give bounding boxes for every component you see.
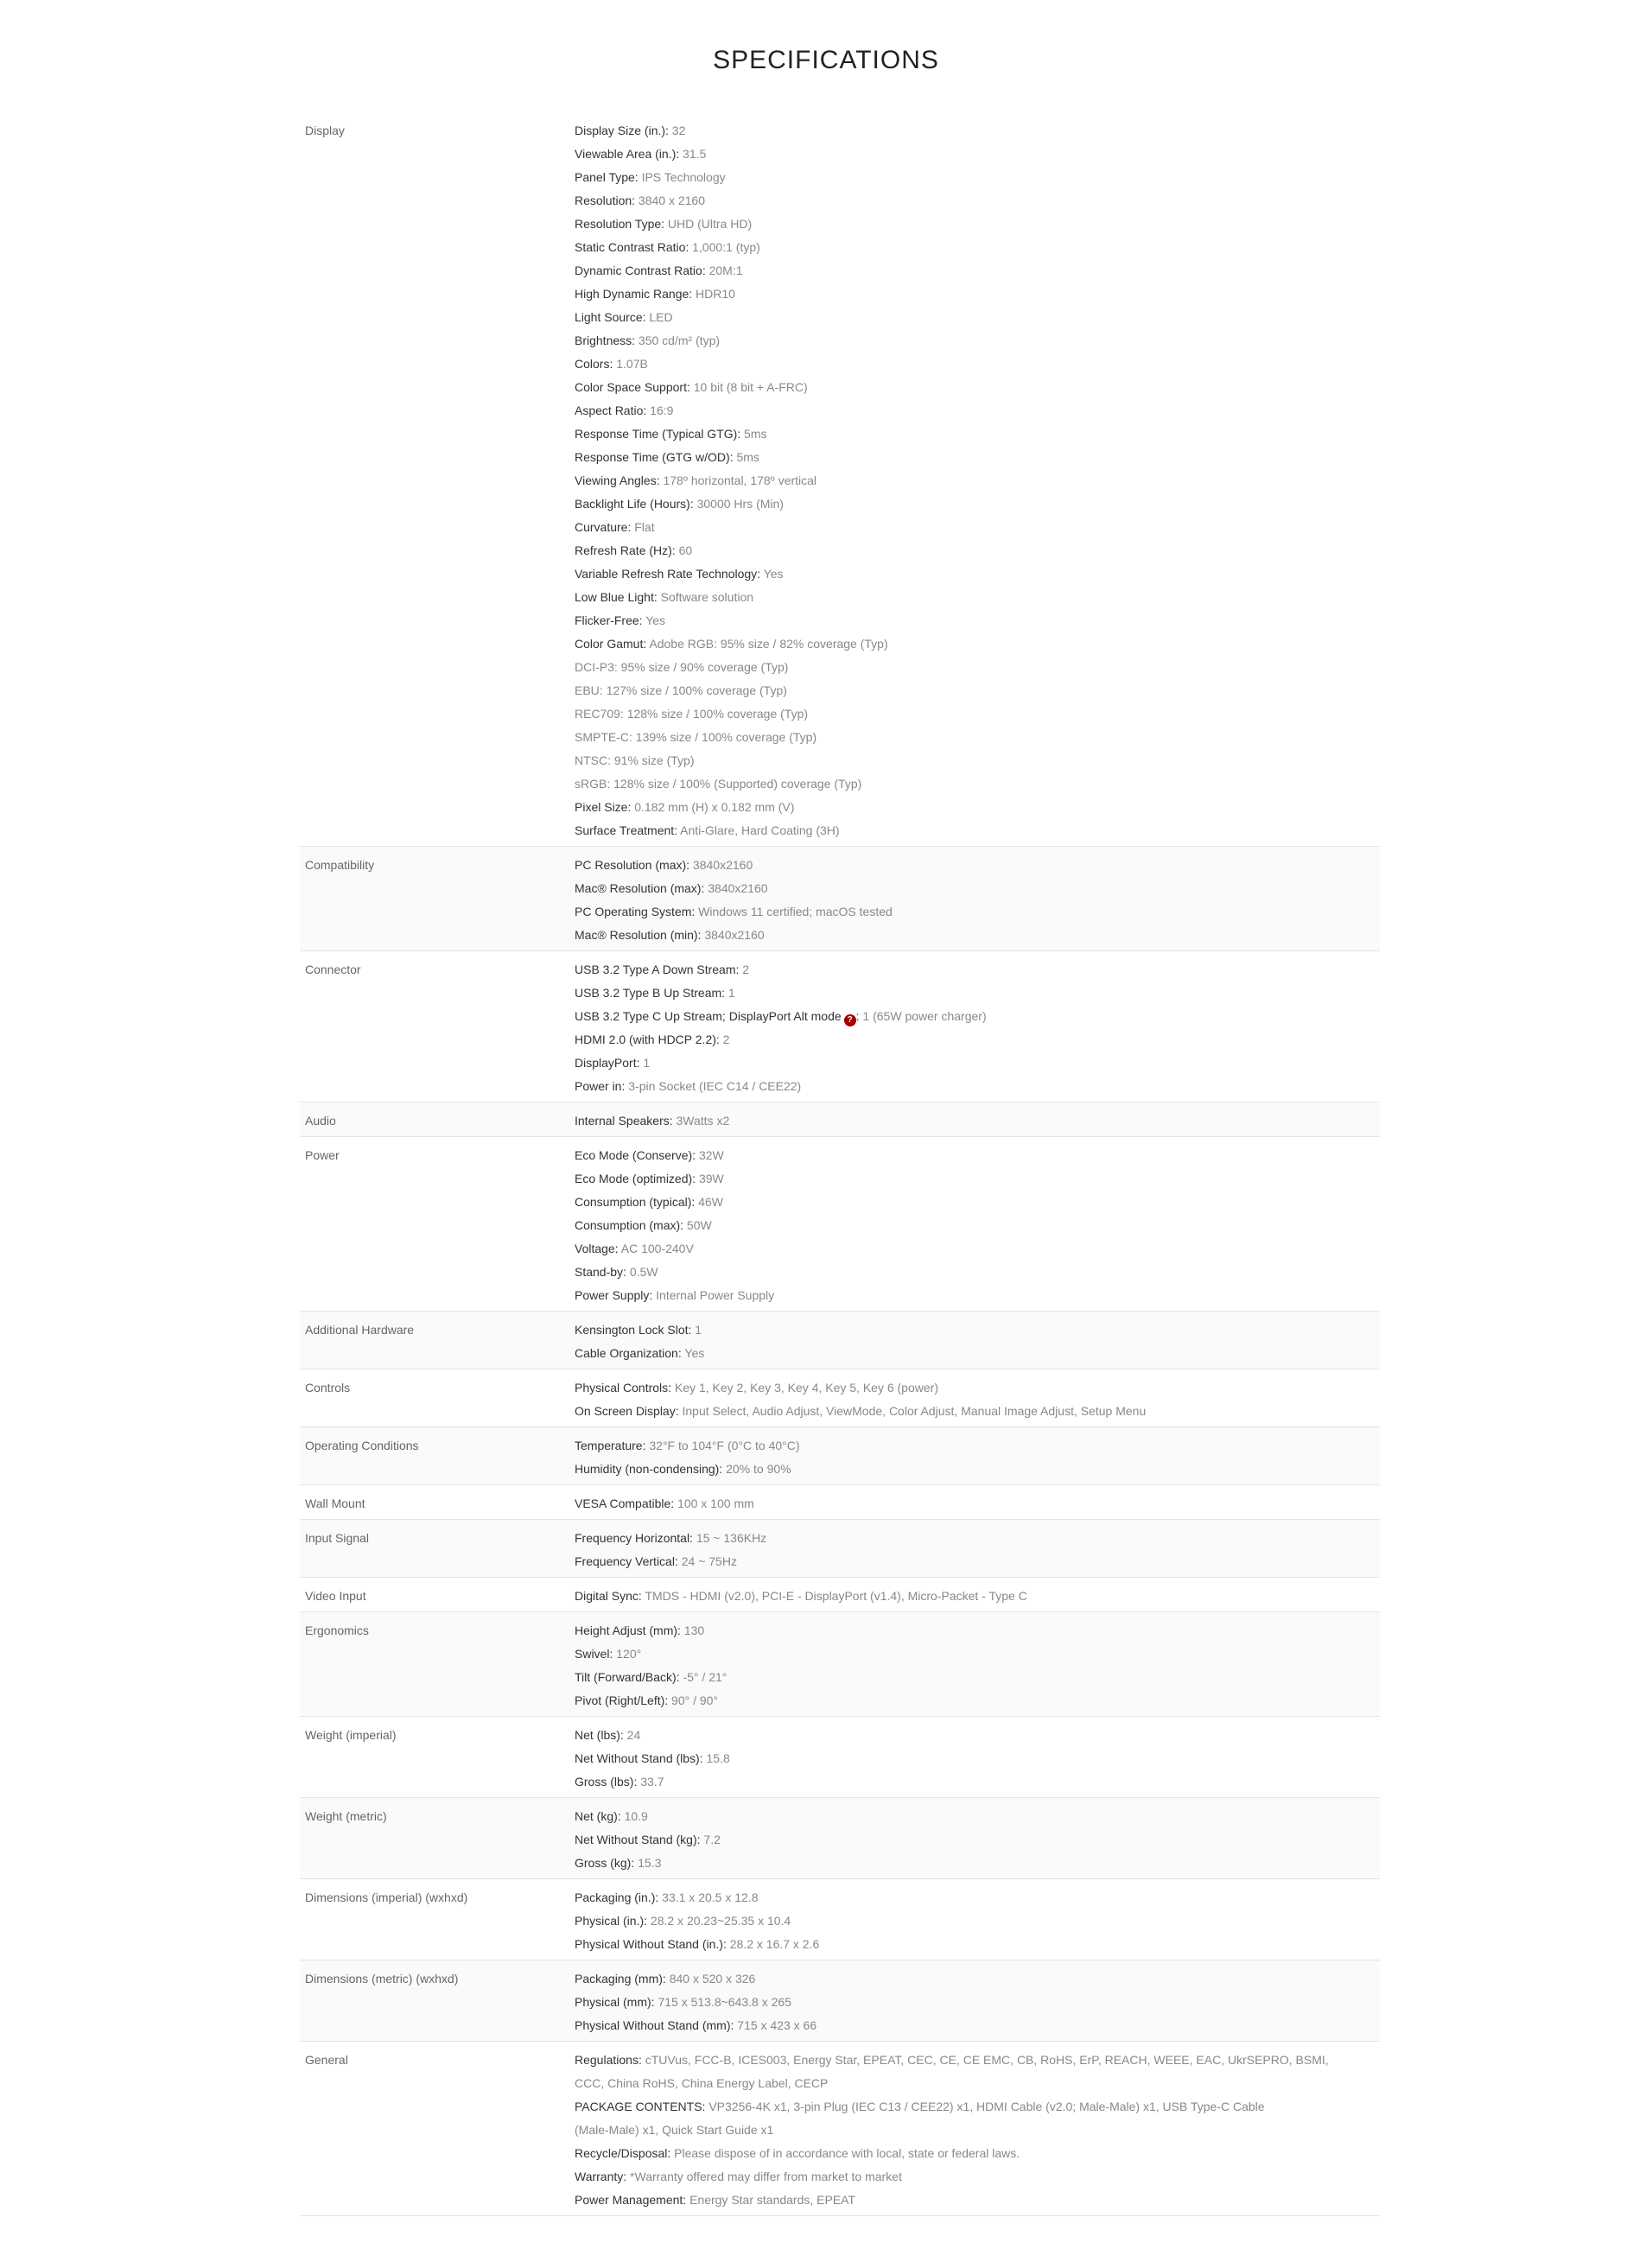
spec-category-label: Weight (imperial) (305, 1728, 397, 1742)
spec-value: 33.1 x 20.5 x 12.8 (658, 1890, 759, 1904)
spec-category-label: Display (305, 124, 345, 137)
spec-value: Please dispose of in accordance with local, state or federal laws. (670, 2146, 1020, 2160)
spec-label: Refresh Rate (Hz): (575, 543, 676, 557)
spec-category-label: General (305, 2053, 348, 2067)
spec-label: Regulations: (575, 2053, 642, 2067)
spec-value: 30000 Hrs (Min) (693, 497, 784, 511)
spec-value: 5ms (733, 450, 759, 464)
spec-label: PC Resolution (max): (575, 858, 690, 872)
spec-category-label: Dimensions (imperial) (wxhxd) (305, 1890, 468, 1904)
spec-label: On Screen Display: (575, 1404, 679, 1418)
spec-value: 39W (696, 1172, 724, 1185)
spec-value: LED (645, 310, 673, 324)
spec-category-label: Operating Conditions (305, 1439, 419, 1452)
spec-value: 1.07B (613, 357, 648, 371)
spec-label: Backlight Life (Hours): (575, 497, 694, 511)
spec-label: Aspect Ratio: (575, 403, 647, 417)
spec-line (575, 586, 1380, 609)
spec-value: 840 x 520 x 326 (665, 1972, 756, 1986)
spec-line (575, 2119, 1380, 2142)
spec-line (575, 1805, 1380, 1828)
spec-label: Packaging (mm): (575, 1972, 666, 1986)
spec-line (575, 2072, 1380, 2095)
spec-value: 715 x 513.8~643.8 x 265 (654, 1995, 791, 2009)
spec-line (575, 702, 1380, 726)
spec-value: DCI-P3: 95% size / 90% coverage (Typ) (575, 660, 789, 674)
spec-line (575, 376, 1380, 399)
spec-value: 3840 x 2160 (635, 194, 706, 207)
spec-line (575, 1619, 1380, 1642)
spec-line (575, 1458, 1380, 1481)
spec-items (575, 1144, 1380, 1307)
spec-value: 1,000:1 (typ) (689, 240, 760, 254)
spec-items (575, 1434, 1380, 1481)
spec-value: 1 (65W power charger) (859, 1009, 987, 1023)
help-icon[interactable]: ? (844, 1014, 856, 1026)
spec-label: Low Blue Light: (575, 590, 658, 604)
spec-label: Pivot (Right/Left): (575, 1693, 669, 1707)
spec-label: Viewing Angles: (575, 473, 660, 487)
spec-value: 0.182 mm (H) x 0.182 mm (V) (631, 800, 795, 814)
spec-value: Windows 11 certified; macOS tested (695, 905, 893, 918)
spec-category-label: Wall Mount (305, 1496, 365, 1510)
spec-items (575, 119, 1380, 842)
spec-label: Digital Sync: (575, 1589, 642, 1603)
spec-line (575, 1747, 1380, 1770)
spec-value: 20M:1 (705, 264, 743, 277)
spec-line (575, 1261, 1380, 1284)
spec-label: Color Gamut: (575, 637, 647, 651)
spec-row (300, 1717, 1380, 1798)
spec-label: High Dynamic Range: (575, 287, 693, 301)
spec-label: Voltage: (575, 1242, 619, 1255)
spec-label: DisplayPort: (575, 1056, 640, 1070)
spec-value: 120° (613, 1647, 642, 1661)
spec-label: Display Size (in.): (575, 124, 669, 137)
spec-label: Warranty: (575, 2170, 627, 2183)
spec-line (575, 1550, 1380, 1573)
spec-line (575, 1933, 1380, 1956)
spec-category-label: Compatibility (305, 858, 375, 872)
spec-line (575, 772, 1380, 796)
spec-label: Temperature: (575, 1439, 646, 1452)
spec-value: Yes (760, 567, 784, 581)
spec-line (575, 1075, 1380, 1098)
spec-line (575, 1214, 1380, 1237)
spec-line (575, 1909, 1380, 1933)
spec-value: SMPTE-C: 139% size / 100% coverage (Typ) (575, 730, 817, 744)
spec-value: 350 cd/m² (typ) (635, 334, 721, 347)
spec-label: Frequency Vertical: (575, 1554, 678, 1568)
spec-line (575, 1167, 1380, 1191)
spec-label: Swivel: (575, 1647, 613, 1661)
spec-value: Energy Star standards, EPEAT (686, 2193, 856, 2207)
spec-value: 10.9 (620, 1809, 648, 1823)
spec-label: Gross (lbs): (575, 1775, 638, 1789)
spec-label: Dynamic Contrast Ratio: (575, 264, 706, 277)
spec-line (575, 1585, 1380, 1608)
spec-items (575, 1492, 1380, 1515)
spec-line (575, 1144, 1380, 1167)
spec-value: Internal Power Supply (652, 1288, 775, 1302)
spec-row (300, 1137, 1380, 1312)
spec-label: Physical (mm): (575, 1995, 655, 2009)
spec-row (300, 951, 1380, 1102)
spec-label: Light Source: (575, 310, 646, 324)
spec-row (300, 1102, 1380, 1137)
spec-label: Resolution: (575, 194, 636, 207)
spec-line (575, 423, 1380, 446)
spec-value: Yes (642, 613, 666, 627)
spec-category-label: Connector (305, 963, 361, 976)
spec-line (575, 492, 1380, 516)
spec-label: Power Supply: (575, 1288, 653, 1302)
spec-line (575, 469, 1380, 492)
spec-label: Net (kg): (575, 1809, 621, 1823)
spec-items (575, 1376, 1380, 1423)
spec-label: Eco Mode (Conserve): (575, 1148, 696, 1162)
spec-label: Brightness: (575, 334, 636, 347)
spec-items (575, 1318, 1380, 1365)
spec-line (575, 1828, 1380, 1852)
spec-value: TMDS - HDMI (v2.0), PCI-E - DisplayPort (v1.4), Micro-Packet - Type C (641, 1589, 1027, 1603)
spec-line (575, 189, 1380, 213)
spec-line (575, 1191, 1380, 1214)
spec-value: 1 (725, 986, 735, 1000)
spec-line (575, 1237, 1380, 1261)
spec-value: 3Watts x2 (672, 1114, 730, 1128)
spec-value: 16:9 (646, 403, 674, 417)
spec-row (300, 1312, 1380, 1369)
spec-row (300, 1612, 1380, 1717)
spec-value: 28.2 x 20.23~25.35 x 10.4 (647, 1914, 791, 1928)
spec-category-label: Weight (metric) (305, 1809, 387, 1823)
spec-line (575, 796, 1380, 819)
spec-line (575, 1492, 1380, 1515)
spec-value: EBU: 127% size / 100% coverage (Typ) (575, 683, 787, 697)
spec-line (575, 236, 1380, 259)
spec-items (575, 1967, 1380, 2037)
spec-line (575, 1400, 1380, 1423)
spec-value: 3840x2160 (701, 928, 765, 942)
spec-line (575, 1052, 1380, 1075)
spec-label: PC Operating System: (575, 905, 696, 918)
spec-line (575, 1886, 1380, 1909)
spec-value: IPS Technology (638, 170, 726, 184)
spec-category-label: Dimensions (metric) (wxhxd) (305, 1972, 459, 1986)
spec-value: 3840x2160 (704, 881, 768, 895)
spec-line (575, 656, 1380, 679)
spec-line (575, 1318, 1380, 1342)
spec-line (575, 1724, 1380, 1747)
spec-value: 15.8 (702, 1751, 730, 1765)
spec-value: 2 (719, 1033, 730, 1046)
spec-label: Panel Type: (575, 170, 639, 184)
spec-label: Net Without Stand (lbs): (575, 1751, 703, 1765)
spec-row (300, 2042, 1380, 2216)
spec-label: Stand-by: (575, 1265, 626, 1279)
spec-value: 28.2 x 16.7 x 2.6 (726, 1937, 820, 1951)
spec-category-label: Controls (305, 1381, 351, 1395)
spec-label: Power in: (575, 1079, 626, 1093)
spec-line (575, 329, 1380, 353)
spec-line (575, 446, 1380, 469)
spec-line (575, 877, 1380, 900)
spec-value: cTUVus, FCC-B, ICES003, Energy Star, EPEAT, CEC, CE, CE EMC, CB, RoHS, ErP, REACH, WEEE, EAC, UkrSEPRO, BSMI, (641, 2053, 1329, 2067)
spec-line (575, 539, 1380, 562)
spec-line (575, 1005, 1380, 1028)
spec-label-suffix: : (855, 1009, 860, 1023)
spec-line (575, 982, 1380, 1005)
spec-line (575, 143, 1380, 166)
spec-value: Key 1, Key 2, Key 3, Key 4, Key 5, Key 6 (power) (671, 1381, 938, 1395)
page-title: SPECIFICATIONS (713, 46, 939, 74)
spec-label: Flicker-Free: (575, 613, 643, 627)
spec-label: Pixel Size: (575, 800, 632, 814)
spec-category-label: Ergonomics (305, 1623, 369, 1637)
spec-value: 0.5W (626, 1265, 658, 1279)
spec-value: 90° / 90° (668, 1693, 719, 1707)
spec-line (575, 1852, 1380, 1875)
spec-label: Response Time (GTG w/OD): (575, 450, 734, 464)
spec-value: 10 bit (8 bit + A-FRC) (689, 380, 808, 394)
spec-label: USB 3.2 Type A Down Stream: (575, 963, 740, 976)
spec-value: Input Select, Audio Adjust, ViewMode, Color Adjust, Manual Image Adjust, Setup Menu (678, 1404, 1147, 1418)
spec-value: AC 100-240V (618, 1242, 694, 1255)
spec-value: 3-pin Socket (IEC C14 / CEE22) (625, 1079, 802, 1093)
spec-items (575, 854, 1380, 947)
spec-value: 2 (739, 963, 750, 976)
spec-value: 32°F to 104°F (0°C to 40°C) (645, 1439, 800, 1452)
spec-label: Consumption (max): (575, 1218, 684, 1232)
spec-items (575, 1805, 1380, 1875)
spec-line (575, 679, 1380, 702)
spec-label: Color Space Support: (575, 380, 690, 394)
spec-row (300, 1879, 1380, 1960)
spec-row (300, 1427, 1380, 1485)
spec-line (575, 2049, 1380, 2072)
spec-label: Physical Without Stand (mm): (575, 2018, 734, 2032)
spec-value: 50W (683, 1218, 712, 1232)
spec-row (300, 1369, 1380, 1427)
spec-row (300, 1485, 1380, 1520)
spec-label: Variable Refresh Rate Technology: (575, 567, 761, 581)
spec-line (575, 2189, 1380, 2212)
spec-line (575, 609, 1380, 632)
spec-value: Adobe RGB: 95% size / 82% coverage (Typ) (646, 637, 888, 651)
spec-label: USB 3.2 Type B Up Stream: (575, 986, 726, 1000)
spec-value: 1 (691, 1323, 702, 1337)
spec-label: Curvature: (575, 520, 632, 534)
spec-value: 7.2 (700, 1833, 721, 1846)
spec-items (575, 1527, 1380, 1573)
spec-value: *Warranty offered may differ from market to market (626, 2170, 902, 2183)
spec-value: Yes (681, 1346, 705, 1360)
spec-row (300, 1798, 1380, 1879)
spec-line (575, 2165, 1380, 2189)
spec-items (575, 1109, 1380, 1133)
spec-line (575, 562, 1380, 586)
spec-line (575, 1770, 1380, 1794)
spec-line (575, 900, 1380, 924)
spec-items (575, 2049, 1380, 2212)
spec-value: 3840x2160 (689, 858, 753, 872)
spec-line (575, 1028, 1380, 1052)
spec-label: Net (lbs): (575, 1728, 624, 1742)
spec-label: HDMI 2.0 (with HDCP 2.2): (575, 1033, 720, 1046)
spec-category-label: Video Input (305, 1589, 366, 1603)
spec-label: PACKAGE CONTENTS: (575, 2100, 706, 2113)
spec-line (575, 2014, 1380, 2037)
spec-items (575, 1619, 1380, 1712)
spec-label: Static Contrast Ratio: (575, 240, 689, 254)
spec-value: 20% to 90% (722, 1462, 791, 1476)
spec-line (575, 2142, 1380, 2165)
spec-line (575, 1527, 1380, 1550)
spec-category-label: Audio (305, 1114, 336, 1128)
spec-line (575, 283, 1380, 306)
spec-line (575, 1109, 1380, 1133)
spec-value: sRGB: 128% size / 100% (Supported) coverage (Typ) (575, 777, 862, 791)
spec-value: 31.5 (679, 147, 707, 161)
spec-label: Eco Mode (optimized): (575, 1172, 696, 1185)
spec-value: 32W (696, 1148, 724, 1162)
spec-value: 1 (639, 1056, 651, 1070)
spec-label: Viewable Area (in.): (575, 147, 680, 161)
spec-row (300, 112, 1380, 847)
spec-label: Net Without Stand (kg): (575, 1833, 701, 1846)
spec-value: 15 ~ 136KHz (692, 1531, 767, 1545)
spec-line (575, 1666, 1380, 1689)
spec-value: (Male-Male) x1, Quick Start Guide x1 (575, 2123, 774, 2137)
spec-label: Internal Speakers: (575, 1114, 673, 1128)
spec-category-label: Input Signal (305, 1531, 369, 1545)
spec-label: Consumption (typical): (575, 1195, 696, 1209)
spec-value: 60 (675, 543, 693, 557)
spec-label: Height Adjust (mm): (575, 1623, 681, 1637)
spec-items (575, 1724, 1380, 1794)
spec-label: Mac® Resolution (min): (575, 928, 702, 942)
spec-items (575, 1886, 1380, 1956)
spec-line (575, 1376, 1380, 1400)
spec-line (575, 819, 1380, 842)
spec-row (300, 1520, 1380, 1578)
spec-category-label: Additional Hardware (305, 1323, 415, 1337)
spec-row (300, 1578, 1380, 1612)
spec-items (575, 958, 1380, 1098)
spec-line (575, 1991, 1380, 2014)
spec-label: Gross (kg): (575, 1856, 635, 1870)
spec-value: 24 ~ 75Hz (677, 1554, 737, 1568)
spec-value: HDR10 (692, 287, 735, 301)
spec-line (575, 632, 1380, 656)
spec-value: 46W (695, 1195, 723, 1209)
spec-label: Humidity (non-condensing): (575, 1462, 723, 1476)
spec-value: UHD (Ultra HD) (664, 217, 753, 231)
spec-line (575, 749, 1380, 772)
spec-line (575, 2095, 1380, 2119)
spec-line (575, 516, 1380, 539)
spec-label: Colors: (575, 357, 613, 371)
spec-line (575, 166, 1380, 189)
spec-label: Packaging (in.): (575, 1890, 659, 1904)
spec-label: Physical Controls: (575, 1381, 672, 1395)
spec-label: Mac® Resolution (max): (575, 881, 705, 895)
spec-label: Physical Without Stand (in.): (575, 1937, 727, 1951)
spec-line (575, 1342, 1380, 1365)
spec-label: Power Management: (575, 2193, 687, 2207)
spec-value: -5° / 21° (679, 1670, 728, 1684)
spec-line (575, 353, 1380, 376)
spec-label: Surface Treatment: (575, 823, 678, 837)
spec-label: Response Time (Typical GTG): (575, 427, 741, 441)
spec-value: 32 (668, 124, 686, 137)
spec-value: REC709: 128% size / 100% coverage (Typ) (575, 707, 809, 721)
spec-value: Flat (631, 520, 655, 534)
spec-label: Kensington Lock Slot: (575, 1323, 692, 1337)
spec-line (575, 119, 1380, 143)
spec-label: Recycle/Disposal: (575, 2146, 671, 2160)
spec-line (575, 399, 1380, 423)
spec-line (575, 958, 1380, 982)
spec-line (575, 213, 1380, 236)
spec-value: 33.7 (637, 1775, 664, 1789)
spec-row (300, 1960, 1380, 2042)
spec-line (575, 1642, 1380, 1666)
spec-value: 24 (623, 1728, 641, 1742)
spec-line (575, 1967, 1380, 1991)
spec-label: Resolution Type: (575, 217, 665, 231)
spec-line (575, 924, 1380, 947)
spec-line (575, 306, 1380, 329)
spec-label: Frequency Horizontal: (575, 1531, 693, 1545)
spec-value: 100 x 100 mm (674, 1496, 754, 1510)
spec-label: Tilt (Forward/Back): (575, 1670, 680, 1684)
specifications-table (300, 112, 1380, 2216)
spec-label: Cable Organization: (575, 1346, 682, 1360)
spec-value: CCC, China RoHS, China Energy Label, CECP (575, 2076, 829, 2090)
spec-line (575, 726, 1380, 749)
spec-line (575, 854, 1380, 877)
spec-label: Physical (in.): (575, 1914, 648, 1928)
spec-value: 130 (680, 1623, 705, 1637)
spec-value: VP3256-4K x1, 3-pin Plug (IEC C13 / CEE22) x1, HDMI Cable (v2.0; Male-Male) x1, USB Type-C Cable (705, 2100, 1265, 2113)
spec-line (575, 1689, 1380, 1712)
spec-value: Software solution (657, 590, 754, 604)
spec-line (575, 259, 1380, 283)
spec-value: 178º horizontal, 178º vertical (659, 473, 817, 487)
spec-row (300, 847, 1380, 951)
spec-value: 715 x 423 x 66 (734, 2018, 817, 2032)
spec-label: VESA Compatible: (575, 1496, 675, 1510)
spec-label: USB 3.2 Type C Up Stream; DisplayPort Alt mode (575, 1009, 842, 1023)
spec-line (575, 1284, 1380, 1307)
spec-value: 15.3 (634, 1856, 662, 1870)
spec-items (575, 1585, 1380, 1608)
spec-value: 5ms (740, 427, 767, 441)
spec-value: Anti-Glare, Hard Coating (3H) (677, 823, 840, 837)
spec-value: NTSC: 91% size (Typ) (575, 753, 695, 767)
spec-line (575, 1434, 1380, 1458)
spec-category-label: Power (305, 1148, 340, 1162)
